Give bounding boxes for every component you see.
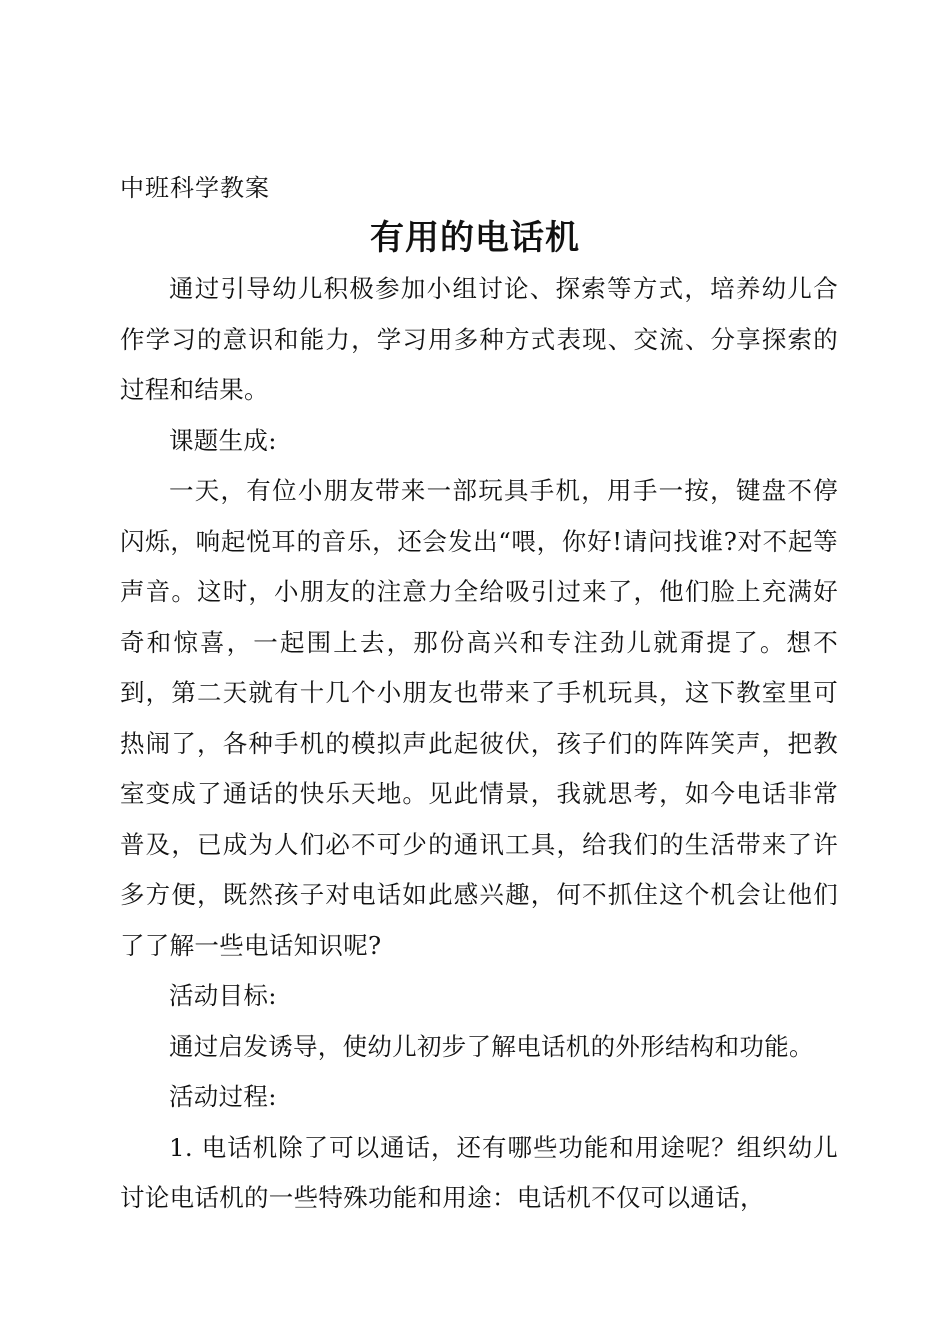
process-step-1-paragraph: 1. 电话机除了可以通话，还有哪些功能和用途呢？组织幼儿讨论电话机的一些特殊功能和用途：电话机不仅可以通话， [120,1132,838,1212]
section-heading-goals: 活动目标: [169,981,277,1010]
intro-paragraph: 通过引导幼儿积极参加小组讨论、探索等方式，培养幼儿合作学习的意识和能力，学习用多种方式表现、交流、分享探索的过程和结果。 [120,274,838,404]
goals-paragraph: 通过启发诱导，使幼儿初步了解电话机的外形结构和功能。 [169,1031,814,1061]
document-body [120,264,838,1224]
section-heading-topic-origin: 课题生成: [169,425,277,455]
topic-origin-paragraph: 一天，有位小朋友带来一部玩具手机，用手一按，键盘不停闪烁，响起悦耳的音乐，还会发出“喂，你好!请问找谁?对不起等声音。这时，小朋友的注意力全给吸引过来了，他们脸上充满好奇和惊喜，一起围上去，那份高兴和专注劲儿就甭提了。想不到，第二天就有十几个小朋友也带来了手机玩具，这下教室里可热闹了，各种手机的模拟声此起彼伏，孩子们的阵阵笑声，把教室变成了通话的快乐天地。见此情景，我就思考，如今电话非常普及，已成为人们必不可少的通讯工具，给我们的生活带来了许多方便，既然孩子对电话如此感兴趣，何不抓住这个机会让他们了了解一些电话知识呢? [120,476,838,960]
section-heading-process: 活动过程: [169,1082,277,1111]
document-title: 有用的电话机 [370,218,580,258]
document-category-label: 中班科学教案 [120,174,270,202]
